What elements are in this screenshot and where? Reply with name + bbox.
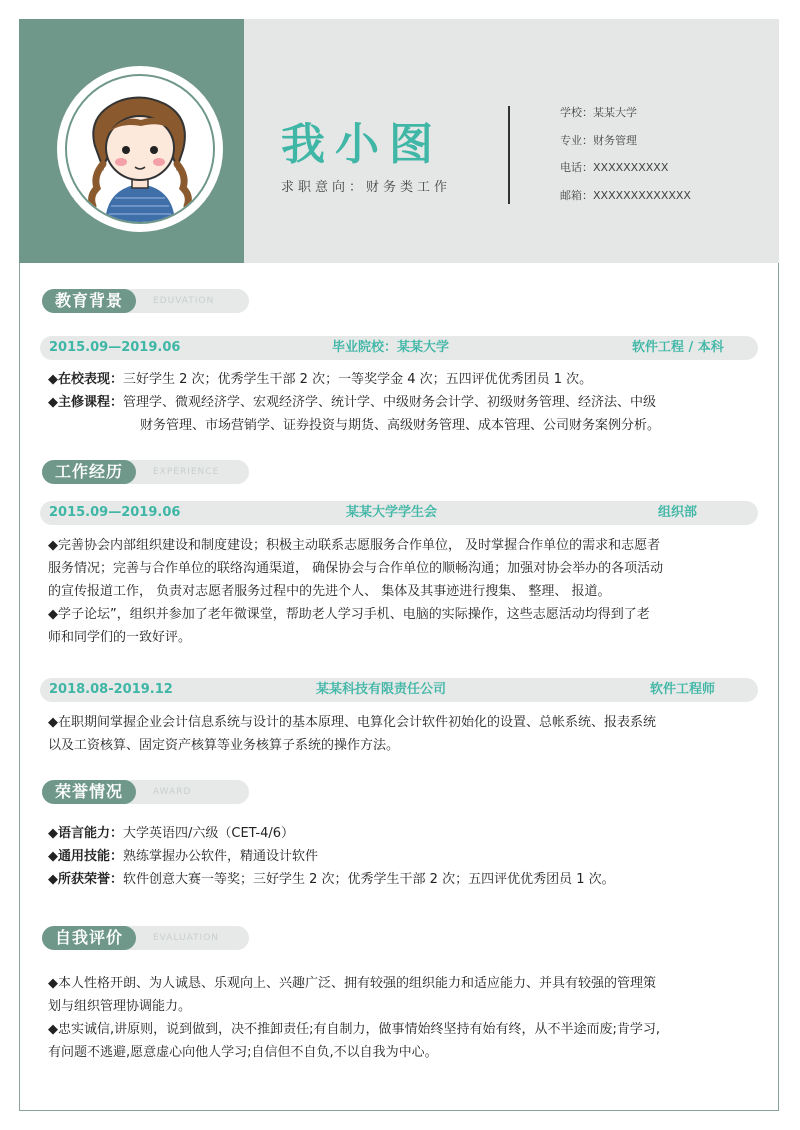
header-divider [508,106,510,204]
job-intent: 求职意向：财务类工作 [280,180,451,195]
section-work-heading [42,460,249,484]
education-details [48,368,760,437]
job-line: ◆在职期间掌握企业会计信息系统与设计的基本原理、电算化会计软件初始化的设置、总帐系统、报表系统 [48,715,656,730]
job-org: 某某大学学生会 [346,505,438,520]
self-evaluation [48,972,760,1064]
info-phone: 电话：XXXXXXXXXX [560,161,669,174]
section-subtitle: AWARD [153,787,192,797]
section-subtitle: EDUVATION [153,296,215,306]
job-description [48,534,760,649]
education-courses: ◆主修课程：管理学、微观经济学、宏观经济学、统计学、中级财务会计学、初级财务管理、经济法、中级 [48,395,657,410]
info-major: 专业：财务管理 [560,134,637,147]
girl-avatar-icon [67,76,213,222]
education-performance: ◆在校表现：三好学生 2 次；优秀学生干部 2 次；一等奖学金 4 次；五四评优优秀团员 1 次。 [48,372,593,387]
job-line: 的宣传报道工作， 负责对志愿者服务过程中的先进个人、 集体及其事迹进行搜集、 整理、 报道。 [48,584,611,599]
job-period: 2015.09—2019.06 [49,505,181,520]
education-school: 毕业院校：某某大学 [332,340,450,355]
section-honor-heading [42,780,249,804]
honor-item: ◆所获荣誉：软件创意大赛一等奖；三好学生 2 次；优秀学生干部 2 次；五四评优优秀团员 1 次。 [48,872,615,887]
self-line: ◆本人性格开朗、为人诚恳、乐观向上、兴趣广泛、拥有较强的组织能力和适应能力、并具有较强的管理策 [48,976,656,991]
avatar [57,66,223,232]
section-education-heading [42,289,249,313]
honor-item: ◆通用技能：熟练掌握办公软件，精通设计软件 [48,849,319,864]
job-bar [40,678,758,702]
info-school: 学校：某某大学 [560,106,637,119]
education-period: 2015.09—2019.06 [49,340,181,355]
section-title: 工作经历 [42,460,136,484]
section-title: 荣誉情况 [42,780,136,804]
job-line: 以及工资核算、固定资产核算等业务核算子系统的操作方法。 [48,738,400,753]
self-line: 划与组织管理协调能力。 [48,999,192,1014]
honor-details [48,822,760,891]
avatar-illustration [65,74,215,224]
job-period: 2018.08-2019.12 [49,682,173,697]
job-line: 服务情况；完善与合作单位的联络沟通渠道， 确保协会与合作单位的顺畅沟通；加强对协会举办的各项活动 [48,561,664,576]
education-major: 软件工程 / 本科 [632,340,724,355]
section-subtitle: EXPERIENCE [153,467,220,477]
job-org: 某某科技有限责任公司 [316,682,447,697]
section-self-heading [42,926,249,950]
job-role: 组织部 [658,505,698,520]
section-title: 教育背景 [42,289,136,313]
self-line: ◆忠实诚信,讲原则，说到做到，决不推卸责任;有自制力，做事情始终坚持有始有终，从不半途而废;肯学习, [48,1022,661,1037]
section-subtitle: EVALUATION [153,933,220,943]
job-line: ◆完善协会内部组织建设和制度建设；积极主动联系志愿服务合作单位， 及时掌握合作单位的需求和志愿者 [48,538,661,553]
education-bar [40,336,758,360]
job-bar [40,501,758,525]
applicant-name: 我小图 [281,119,443,170]
section-title: 自我评价 [42,926,136,950]
job-line: 师和同学们的一致好评。 [48,630,192,645]
self-line: 有问题不逃避,愿意虚心向他人学习;自信但不自负,不以自我为中心。 [48,1045,438,1060]
job-line: ◆学子论坛”，组织并参加了老年微课堂，帮助老人学习手机、电脑的实际操作，这些志愿活动均得到了老 [48,607,650,622]
job-description [48,711,760,757]
info-email: 邮箱：XXXXXXXXXXXXX [560,189,691,202]
honor-item: ◆语言能力：大学英语四/六级（CET-4/6） [48,826,295,841]
education-courses-cont: 财务管理、市场营销学、证券投资与期货、高级财务管理、成本管理、公司财务案例分析。 [140,418,661,433]
job-role: 软件工程师 [650,682,716,697]
